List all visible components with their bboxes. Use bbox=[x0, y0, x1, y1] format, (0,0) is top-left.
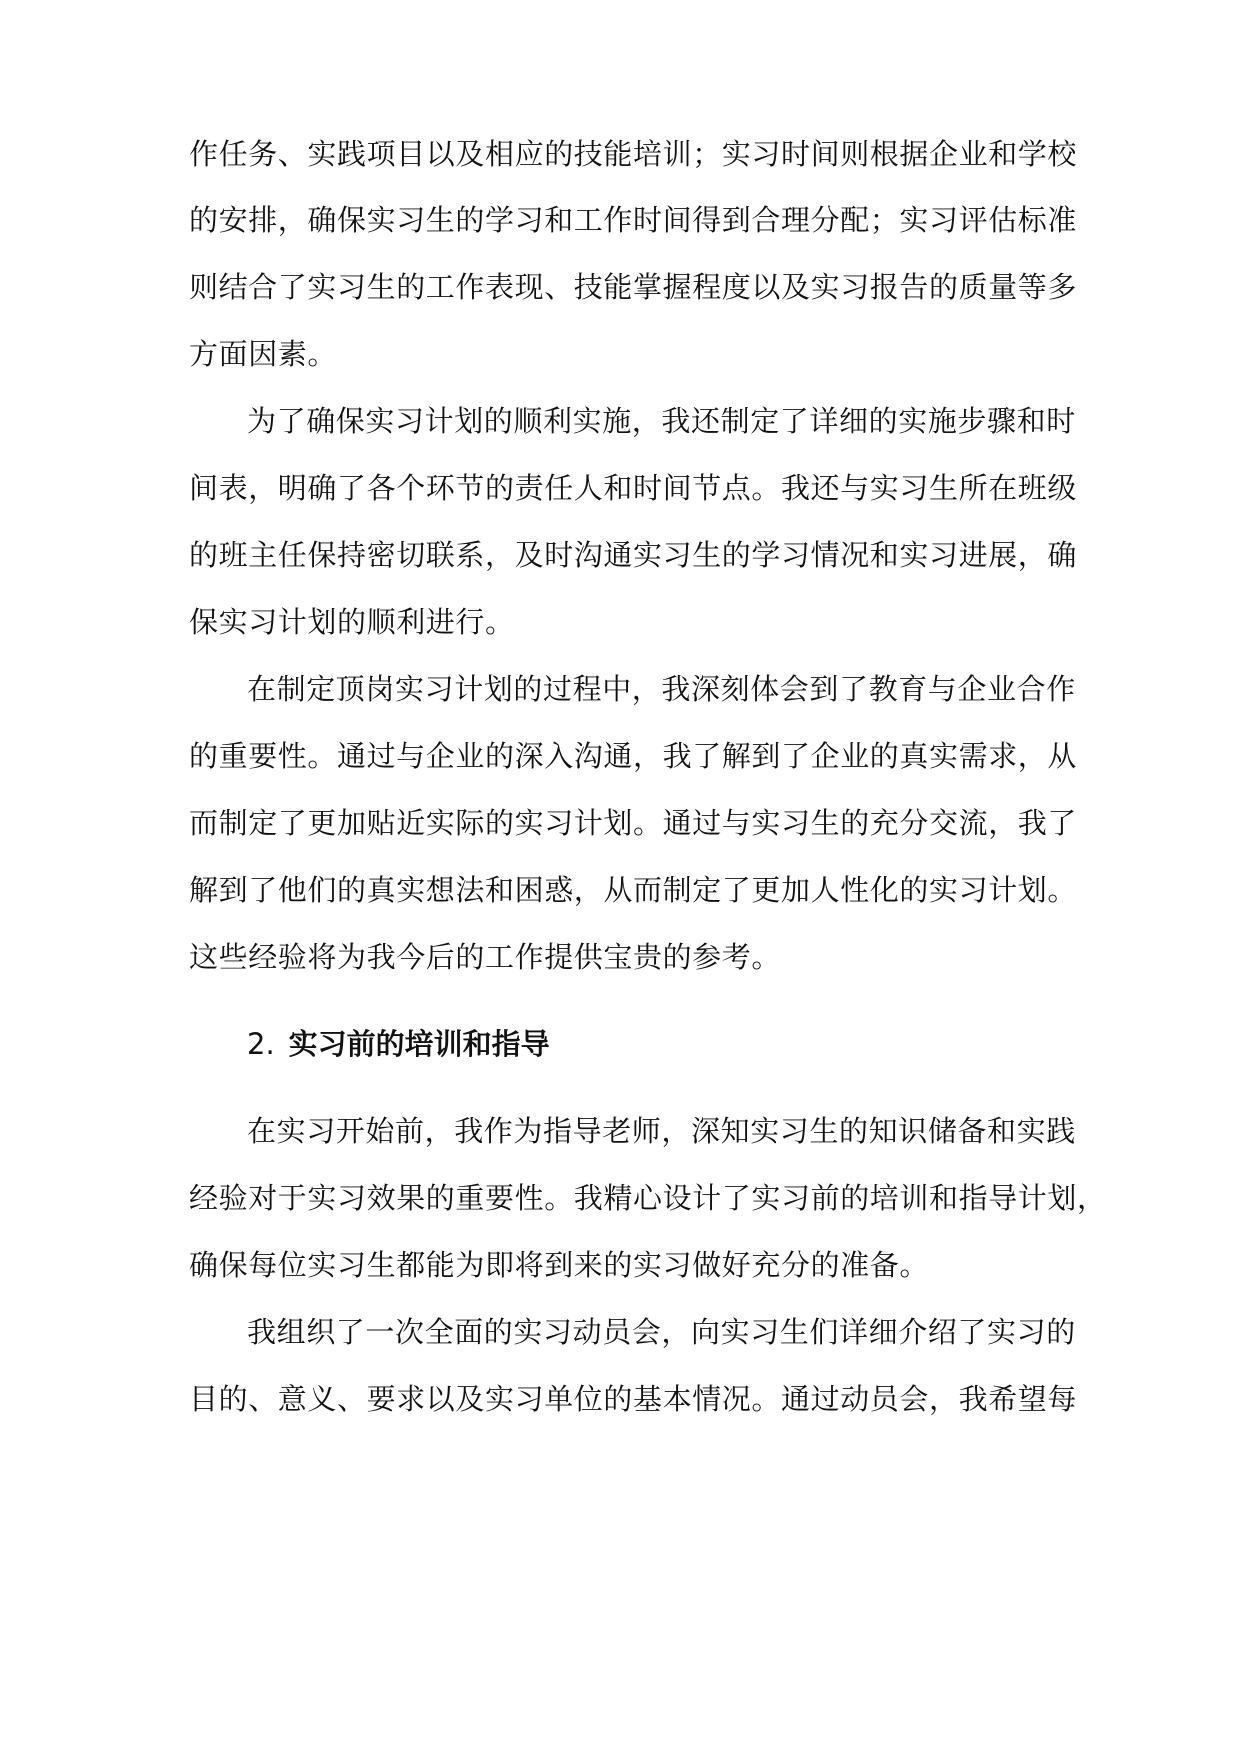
paragraph-line: 作任务、实践项目以及相应的技能培训；实习时间则根据企业和学校 bbox=[189, 137, 1078, 171]
paragraph-line: 在实习开始前，我作为指导老师，深知实习生的知识储备和实践 bbox=[247, 1114, 1076, 1148]
paragraph-line: 保实习计划的顺利进行。 bbox=[189, 605, 515, 639]
section-heading bbox=[247, 1024, 550, 1064]
paragraph-line: 这些经验将为我今后的工作提供宝贵的参考。 bbox=[189, 940, 782, 974]
paragraph-line: 而制定了更加贴近实际的实习计划。通过与实习生的充分交流，我了 bbox=[189, 806, 1078, 840]
paragraph-line: 方面因素。 bbox=[189, 337, 338, 371]
paragraph-line: 目的、意义、要求以及实习单位的基本情况。通过动员会，我希望每 bbox=[189, 1382, 1078, 1416]
paragraph-line: 确保每位实习生都能为即将到来的实习做好充分的准备。 bbox=[189, 1248, 930, 1282]
paragraph-line: 则结合了实习生的工作表现、技能掌握程度以及实习报告的质量等多 bbox=[189, 270, 1078, 304]
paragraph-line: 解到了他们的真实想法和困惑，从而制定了更加人性化的实习计划。 bbox=[189, 873, 1078, 907]
paragraph-line: 的班主任保持密切联系，及时沟通实习生的学习情况和实习进展，确 bbox=[189, 538, 1078, 572]
paragraph-line: 间表，明确了各个环节的责任人和时间节点。我还与实习生所在班级 bbox=[189, 471, 1078, 505]
paragraph-line: 我组织了一次全面的实习动员会，向实习生们详细介绍了实习的 bbox=[247, 1315, 1076, 1349]
paragraph-line: 的安排，确保实习生的学习和工作时间得到合理分配；实习评估标准 bbox=[189, 203, 1078, 237]
paragraph-line: 在制定顶岗实习计划的过程中，我深刻体会到了教育与企业合作 bbox=[247, 672, 1076, 706]
paragraph-line: 为了确保实习计划的顺利实施，我还制定了详细的实施步骤和时 bbox=[247, 404, 1076, 438]
section-number: 2. bbox=[247, 1027, 275, 1061]
paragraph-line: 经验对于实习效果的重要性。我精心设计了实习前的培训和指导计划， bbox=[189, 1181, 1107, 1215]
paragraph-line: 的重要性。通过与企业的深入沟通，我了解到了企业的真实需求，从 bbox=[189, 739, 1078, 773]
section-title: 实习前的培训和指导 bbox=[288, 1027, 550, 1061]
